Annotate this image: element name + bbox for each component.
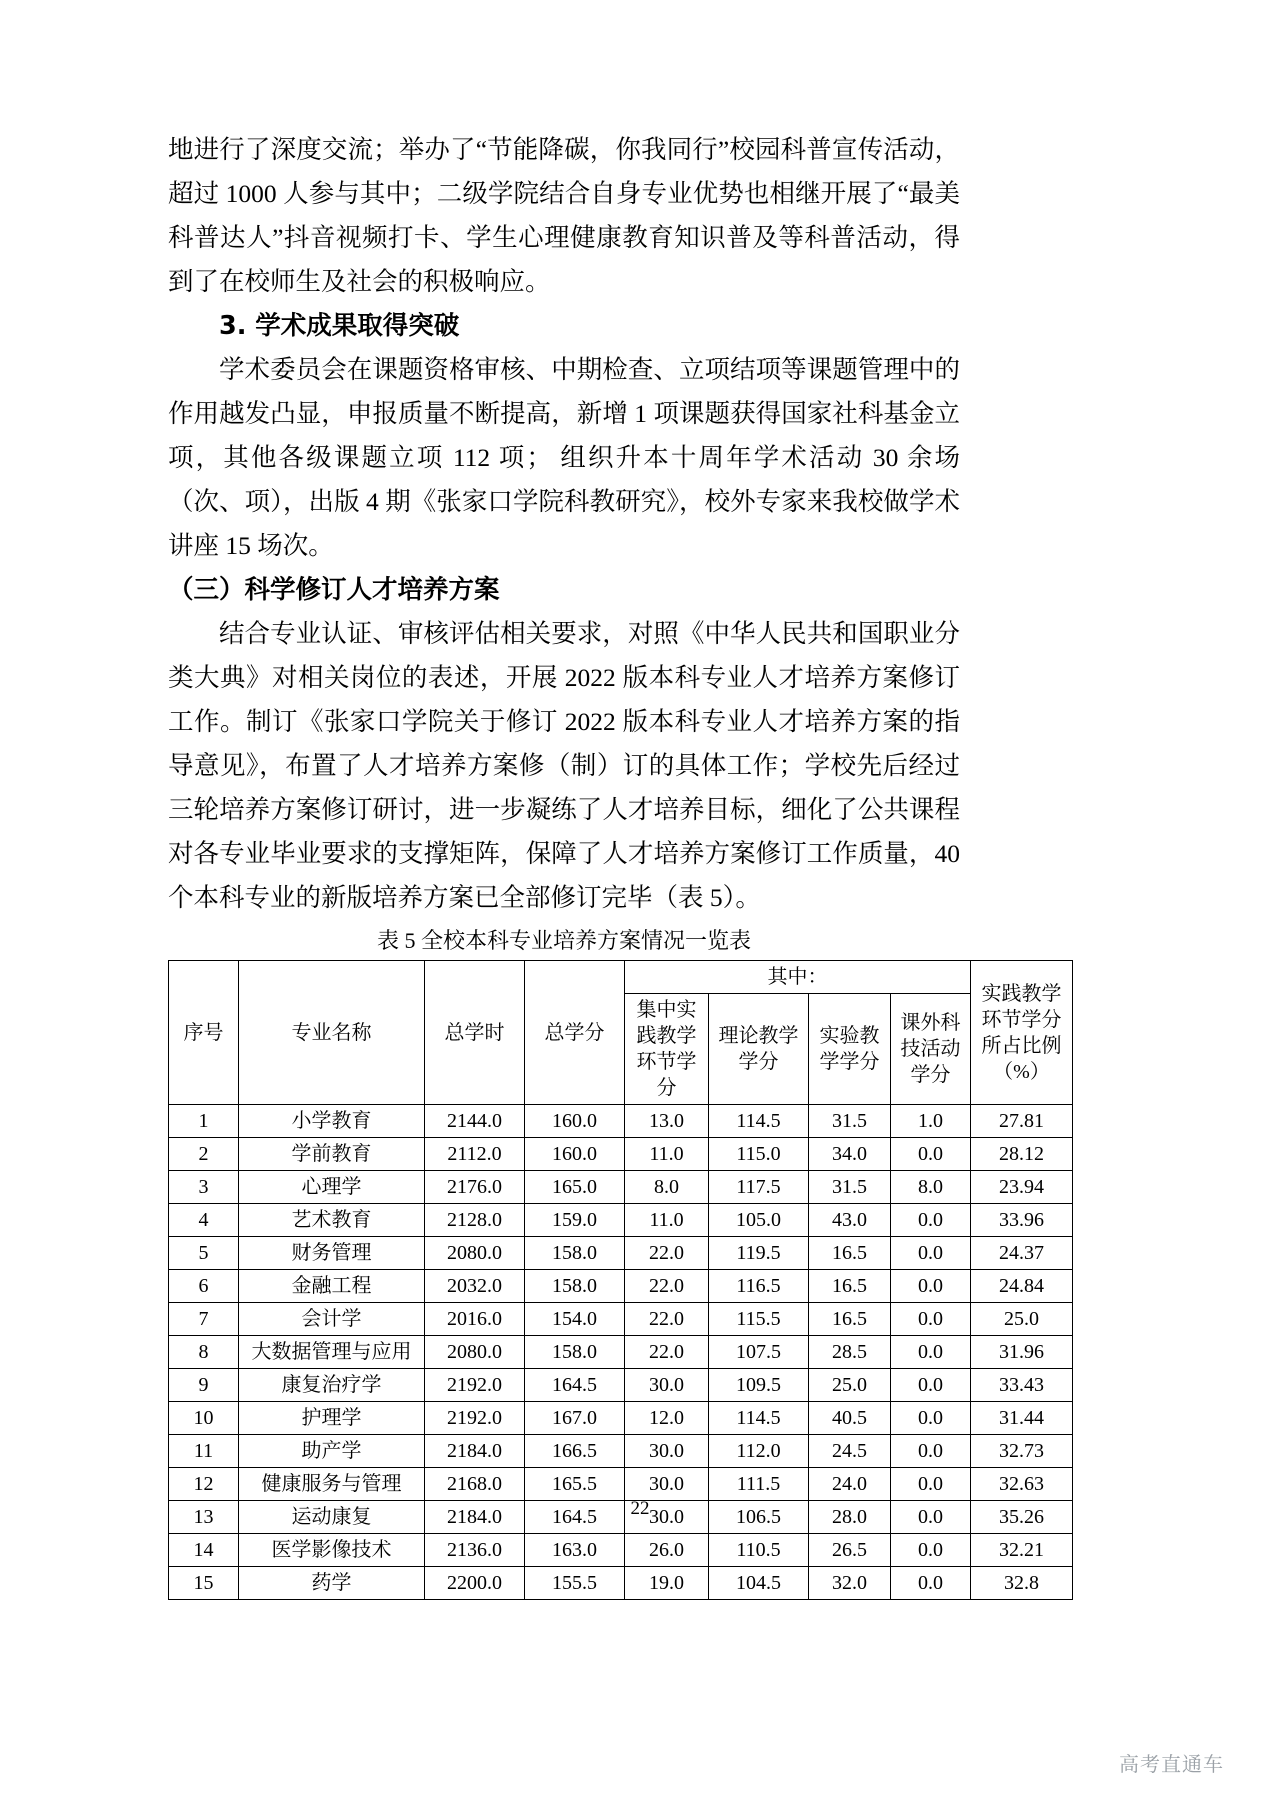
cell-extracurricular-credits: 0.0 <box>891 1303 971 1336</box>
cell-experiment-credits: 16.5 <box>809 1270 891 1303</box>
cell-practice-ratio: 33.43 <box>971 1369 1073 1402</box>
header-total-hours: 总学时 <box>425 961 525 1105</box>
cell-theory-credits: 117.5 <box>709 1171 809 1204</box>
table-row <box>169 1138 1073 1171</box>
paragraph-academic-committee: 学术委员会在课题资格审核、中期检查、立项结项等课题管理中的作用越发凸显，申报质量不断提高，新增 1 项课题获得国家社科基金立项，其他各级课题立项 112 项； 组织升本十周年学术活动 30 余场（次、项），出版 4 期《张家口学院科教研究》，校外专家来我校做学术讲座 15 场次。 <box>168 355 960 560</box>
cell-total-hours: 2080.0 <box>425 1336 525 1369</box>
cell-total-credits: 160.0 <box>525 1138 625 1171</box>
cell-total-hours: 2112.0 <box>425 1138 525 1171</box>
cell-theory-credits: 112.0 <box>709 1435 809 1468</box>
cell-major-name: 护理学 <box>239 1402 425 1435</box>
page-number: 22 <box>630 1498 650 1519</box>
cell-extracurricular-credits: 0.0 <box>891 1567 971 1600</box>
cell-major-name: 药学 <box>239 1567 425 1600</box>
cell-extracurricular-credits: 0.0 <box>891 1336 971 1369</box>
cell-major-name: 会计学 <box>239 1303 425 1336</box>
header-group-among-which: 其中： <box>625 961 971 994</box>
header-seq: 序号 <box>169 961 239 1105</box>
cell-total-hours: 2032.0 <box>425 1270 525 1303</box>
table-row <box>169 1435 1073 1468</box>
cell-experiment-credits: 34.0 <box>809 1138 891 1171</box>
cell-total-hours: 2184.0 <box>425 1501 525 1534</box>
cell-practice-ratio: 24.37 <box>971 1237 1073 1270</box>
cell-concentrated-practice: 11.0 <box>625 1204 709 1237</box>
cell-extracurricular-credits: 0.0 <box>891 1468 971 1501</box>
cell-theory-credits: 105.0 <box>709 1204 809 1237</box>
table-row <box>169 1204 1073 1237</box>
cell-theory-credits: 104.5 <box>709 1567 809 1600</box>
cell-seq: 5 <box>169 1237 239 1270</box>
cell-theory-credits: 109.5 <box>709 1369 809 1402</box>
cell-total-credits: 164.5 <box>525 1369 625 1402</box>
cell-practice-ratio: 28.12 <box>971 1138 1073 1171</box>
cell-theory-credits: 107.5 <box>709 1336 809 1369</box>
table-row <box>169 1303 1073 1336</box>
cell-extracurricular-credits: 0.0 <box>891 1270 971 1303</box>
cell-extracurricular-credits: 0.0 <box>891 1402 971 1435</box>
page-content <box>168 128 1062 1600</box>
cell-total-credits: 165.5 <box>525 1468 625 1501</box>
cell-experiment-credits: 24.5 <box>809 1435 891 1468</box>
cell-practice-ratio: 27.81 <box>971 1105 1073 1138</box>
table-header-row-group <box>169 961 1073 994</box>
table-row <box>169 1270 1073 1303</box>
cell-theory-credits: 115.5 <box>709 1303 809 1336</box>
cell-theory-credits: 115.0 <box>709 1138 809 1171</box>
cell-practice-ratio: 32.73 <box>971 1435 1073 1468</box>
header-theory-credits: 理论教学学分 <box>709 994 809 1105</box>
cell-major-name: 小学教育 <box>239 1105 425 1138</box>
cell-theory-credits: 111.5 <box>709 1468 809 1501</box>
table-row <box>169 1534 1073 1567</box>
cell-total-hours: 2176.0 <box>425 1171 525 1204</box>
cell-total-credits: 163.0 <box>525 1534 625 1567</box>
cell-concentrated-practice: 13.0 <box>625 1105 709 1138</box>
cell-experiment-credits: 26.5 <box>809 1534 891 1567</box>
cell-total-credits: 167.0 <box>525 1402 625 1435</box>
cell-major-name: 医学影像技术 <box>239 1534 425 1567</box>
table-row <box>169 1402 1073 1435</box>
cell-theory-credits: 106.5 <box>709 1501 809 1534</box>
cell-major-name: 学前教育 <box>239 1138 425 1171</box>
cell-practice-ratio: 31.96 <box>971 1336 1073 1369</box>
cell-concentrated-practice: 8.0 <box>625 1171 709 1204</box>
cell-seq: 9 <box>169 1369 239 1402</box>
table-row <box>169 1336 1073 1369</box>
cell-practice-ratio: 31.44 <box>971 1402 1073 1435</box>
cell-major-name: 助产学 <box>239 1435 425 1468</box>
cell-extracurricular-credits: 0.0 <box>891 1204 971 1237</box>
cell-seq: 15 <box>169 1567 239 1600</box>
table-row <box>169 1369 1073 1402</box>
watermark: 高考直通车 <box>1119 1752 1224 1776</box>
cell-extracurricular-credits: 8.0 <box>891 1171 971 1204</box>
cell-major-name: 艺术教育 <box>239 1204 425 1237</box>
cell-extracurricular-credits: 1.0 <box>891 1105 971 1138</box>
header-experiment-credits: 实验教学学分 <box>809 994 891 1105</box>
cell-seq: 4 <box>169 1204 239 1237</box>
cell-total-credits: 166.5 <box>525 1435 625 1468</box>
heading-talent-training-plan: （三）科学修订人才培养方案 <box>168 575 500 605</box>
cell-total-credits: 165.0 <box>525 1171 625 1204</box>
cell-practice-ratio: 23.94 <box>971 1171 1073 1204</box>
cell-practice-ratio: 32.8 <box>971 1567 1073 1600</box>
cell-total-hours: 2192.0 <box>425 1402 525 1435</box>
cell-total-credits: 158.0 <box>525 1270 625 1303</box>
cell-total-credits: 164.5 <box>525 1501 625 1534</box>
header-extracurricular-credits: 课外科技活动学分 <box>891 994 971 1105</box>
cell-extracurricular-credits: 0.0 <box>891 1501 971 1534</box>
cell-theory-credits: 110.5 <box>709 1534 809 1567</box>
cell-total-hours: 2080.0 <box>425 1237 525 1270</box>
cell-seq: 3 <box>169 1171 239 1204</box>
cell-practice-ratio: 25.0 <box>971 1303 1073 1336</box>
table-row <box>169 1171 1073 1204</box>
cell-concentrated-practice: 26.0 <box>625 1534 709 1567</box>
cell-experiment-credits: 28.5 <box>809 1336 891 1369</box>
cell-total-hours: 2184.0 <box>425 1435 525 1468</box>
cell-seq: 14 <box>169 1534 239 1567</box>
cell-major-name: 康复治疗学 <box>239 1369 425 1402</box>
cell-major-name: 大数据管理与应用 <box>239 1336 425 1369</box>
cell-major-name: 健康服务与管理 <box>239 1468 425 1501</box>
cell-concentrated-practice: 22.0 <box>625 1303 709 1336</box>
header-practice-ratio: 实践教学环节学分所占比例（%） <box>971 961 1073 1105</box>
table-row <box>169 1468 1073 1501</box>
cell-extracurricular-credits: 0.0 <box>891 1138 971 1171</box>
cell-concentrated-practice: 22.0 <box>625 1237 709 1270</box>
cell-total-hours: 2144.0 <box>425 1105 525 1138</box>
cell-concentrated-practice: 30.0 <box>625 1435 709 1468</box>
cell-experiment-credits: 28.0 <box>809 1501 891 1534</box>
cell-extracurricular-credits: 0.0 <box>891 1435 971 1468</box>
cell-major-name: 财务管理 <box>239 1237 425 1270</box>
paragraph-plan-revision: 结合专业认证、审核评估相关要求，对照《中华人民共和国职业分类大典》对相关岗位的表述，开展 2022 版本科专业人才培养方案修订工作。制订《张家口学院关于修订 2022 版本科专业人才培养方案的指导意见》，布置了人才培养方案修（制）订的具体工作；学校先后经过三轮培养方案修订研讨，进一步凝练了人才培养目标，细化了公共课程对各专业毕业要求的支撑矩阵，保障了人才培养方案修订工作质量，40 个本科专业的新版培养方案已全部修订完毕（表 5）。 <box>168 619 960 912</box>
cell-total-hours: 2016.0 <box>425 1303 525 1336</box>
cell-theory-credits: 119.5 <box>709 1237 809 1270</box>
cell-total-hours: 2200.0 <box>425 1567 525 1600</box>
cell-concentrated-practice: 22.0 <box>625 1270 709 1303</box>
table-header <box>169 961 1073 1105</box>
cell-seq: 2 <box>169 1138 239 1171</box>
cell-total-credits: 160.0 <box>525 1105 625 1138</box>
cell-extracurricular-credits: 0.0 <box>891 1237 971 1270</box>
header-concentrated-practice: 集中实践教学环节学分 <box>625 994 709 1105</box>
cell-concentrated-practice: 22.0 <box>625 1336 709 1369</box>
cell-experiment-credits: 25.0 <box>809 1369 891 1402</box>
cell-experiment-credits: 31.5 <box>809 1105 891 1138</box>
cell-major-name: 运动康复 <box>239 1501 425 1534</box>
cell-experiment-credits: 43.0 <box>809 1204 891 1237</box>
cell-theory-credits: 116.5 <box>709 1270 809 1303</box>
cell-experiment-credits: 40.5 <box>809 1402 891 1435</box>
cell-experiment-credits: 31.5 <box>809 1171 891 1204</box>
cell-seq: 11 <box>169 1435 239 1468</box>
cell-concentrated-practice: 30.0 <box>625 1501 709 1534</box>
cell-seq: 6 <box>169 1270 239 1303</box>
cell-total-credits: 159.0 <box>525 1204 625 1237</box>
cell-concentrated-practice: 11.0 <box>625 1138 709 1171</box>
table-row <box>169 1237 1073 1270</box>
cell-total-credits: 158.0 <box>525 1237 625 1270</box>
cell-concentrated-practice: 30.0 <box>625 1369 709 1402</box>
cell-total-credits: 154.0 <box>525 1303 625 1336</box>
cell-theory-credits: 114.5 <box>709 1105 809 1138</box>
cell-experiment-credits: 24.0 <box>809 1468 891 1501</box>
table-caption: 表 5 全校本科专业培养方案情况一览表 <box>376 928 751 953</box>
header-major-name: 专业名称 <box>239 961 425 1105</box>
cell-total-hours: 2136.0 <box>425 1534 525 1567</box>
cell-concentrated-practice: 12.0 <box>625 1402 709 1435</box>
cell-seq: 7 <box>169 1303 239 1336</box>
cell-experiment-credits: 16.5 <box>809 1303 891 1336</box>
paragraph-science-outreach: 地进行了深度交流；举办了“节能降碳，你我同行”校园科普宣传活动，超过 1000 人参与其中；二级学院结合自身专业优势也相继开展了“最美科普达人”抖音视频打卡、学生心理健康教育知识普及等科普活动，得到了在校师生及社会的积极响应。 <box>168 135 960 296</box>
table-row <box>169 1105 1073 1138</box>
header-total-credits: 总学分 <box>525 961 625 1105</box>
cell-practice-ratio: 32.21 <box>971 1534 1073 1567</box>
cell-seq: 13 <box>169 1501 239 1534</box>
cell-major-name: 心理学 <box>239 1171 425 1204</box>
cell-seq: 10 <box>169 1402 239 1435</box>
cell-seq: 8 <box>169 1336 239 1369</box>
cell-experiment-credits: 16.5 <box>809 1237 891 1270</box>
cell-total-hours: 2192.0 <box>425 1369 525 1402</box>
table-row <box>169 1567 1073 1600</box>
cell-seq: 1 <box>169 1105 239 1138</box>
cell-total-hours: 2168.0 <box>425 1468 525 1501</box>
cell-total-hours: 2128.0 <box>425 1204 525 1237</box>
cell-seq: 12 <box>169 1468 239 1501</box>
cell-major-name: 金融工程 <box>239 1270 425 1303</box>
cell-total-credits: 158.0 <box>525 1336 625 1369</box>
cell-extracurricular-credits: 0.0 <box>891 1369 971 1402</box>
cell-practice-ratio: 35.26 <box>971 1501 1073 1534</box>
table-body <box>169 1105 1073 1600</box>
cell-extracurricular-credits: 0.0 <box>891 1534 971 1567</box>
cell-practice-ratio: 33.96 <box>971 1204 1073 1237</box>
cell-practice-ratio: 24.84 <box>971 1270 1073 1303</box>
cell-concentrated-practice: 30.0 <box>625 1468 709 1501</box>
cell-total-credits: 155.5 <box>525 1567 625 1600</box>
heading-academic-achievements: 3. 学术成果取得突破 <box>219 311 460 341</box>
cell-experiment-credits: 32.0 <box>809 1567 891 1600</box>
cell-practice-ratio: 32.63 <box>971 1468 1073 1501</box>
cell-theory-credits: 114.5 <box>709 1402 809 1435</box>
cell-concentrated-practice: 19.0 <box>625 1567 709 1600</box>
